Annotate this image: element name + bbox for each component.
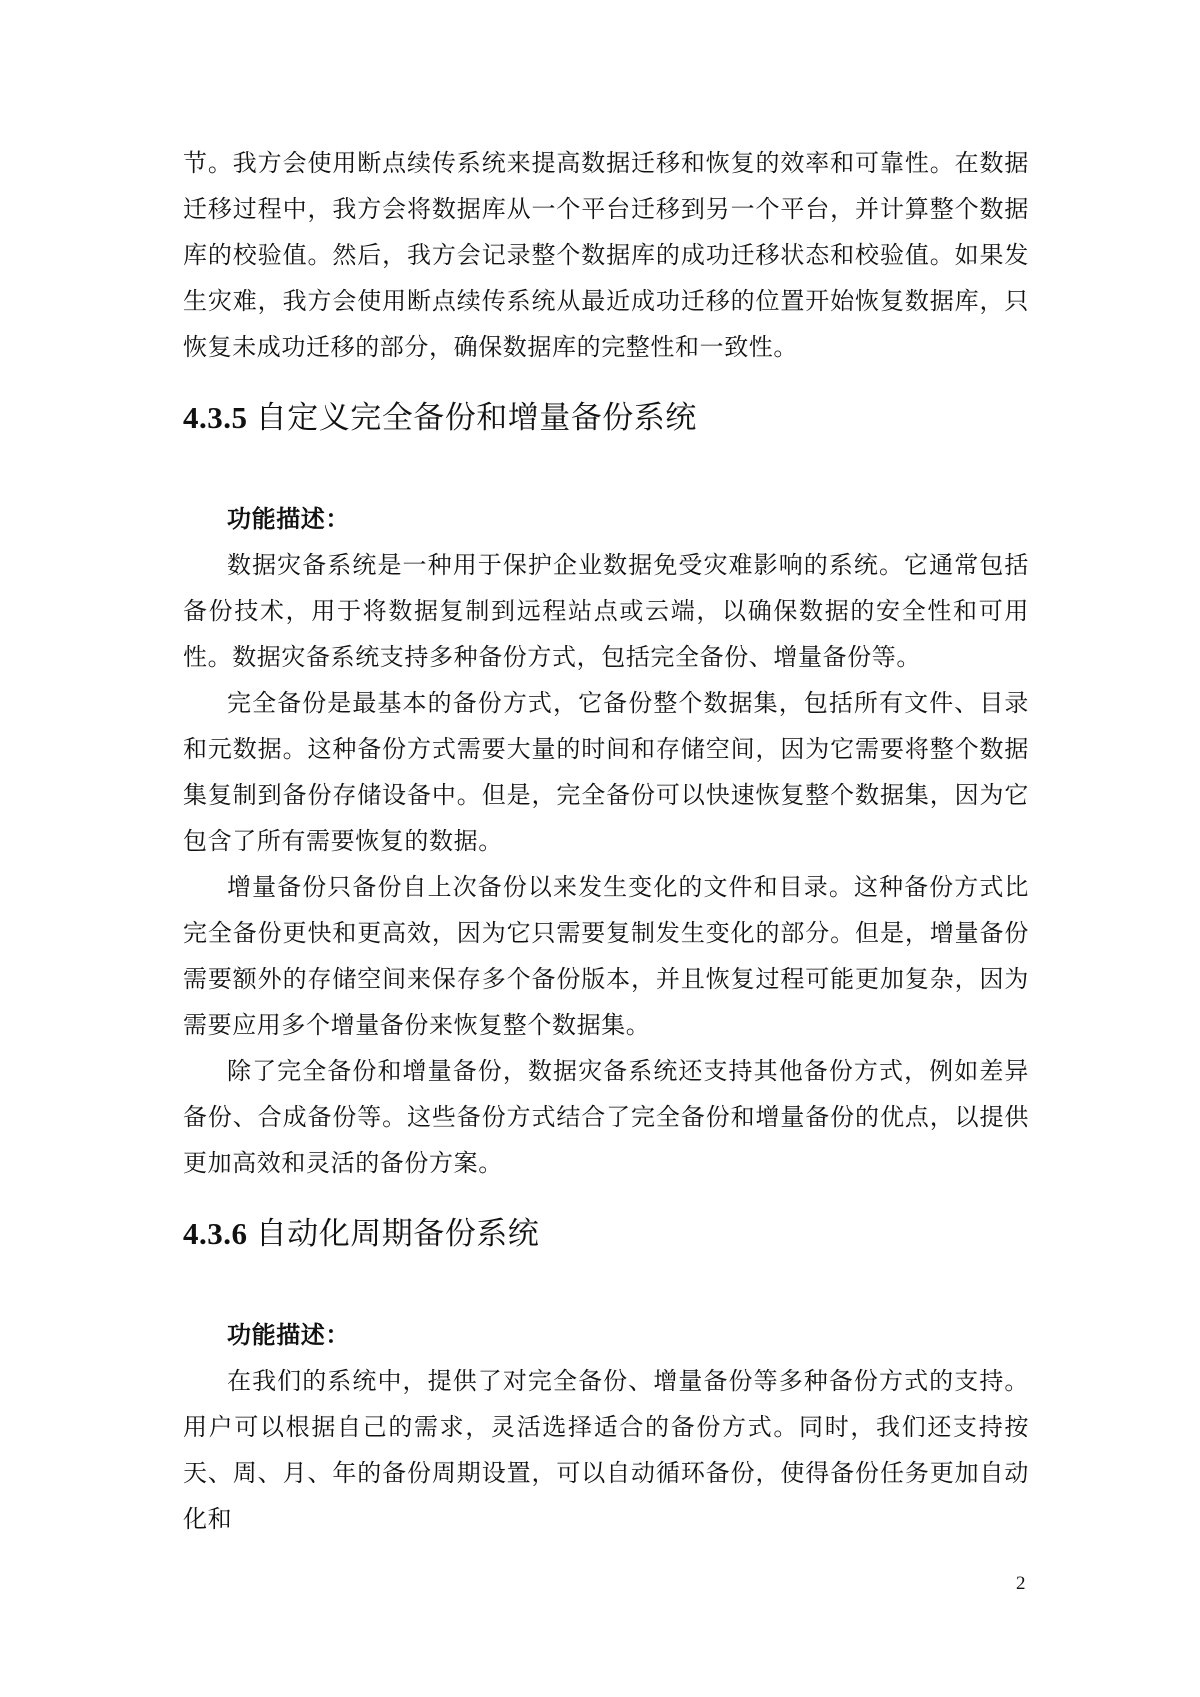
- section-number: 4.3.6: [183, 1216, 248, 1251]
- section-number: 4.3.5: [183, 400, 248, 435]
- intro-paragraph: 节。我方会使用断点续传系统来提高数据迁移和恢复的效率和可靠性。在数据迁移过程中，我方会将数据库从一个平台迁移到另一个平台，并计算整个数据库的校验值。然后，我方会记录整个数据库的成功迁移状态和校验值。如果发生灾难，我方会使用断点续传系统从最近成功迁移的位置开始恢复数据库，只恢复未成功迁移的部分，确保数据库的完整性和一致性。: [183, 149, 1029, 361]
- body-paragraph: 在我们的系统中，提供了对完全备份、增量备份等多种备份方式的支持。用户可以根据自己的需求，灵活选择适合的备份方式。同时，我们还支持按天、周、月、年的备份周期设置，可以自动循环备份，使得备份任务更加自动化和: [183, 1367, 1029, 1533]
- function-description-label: 功能描述：: [227, 504, 350, 533]
- body-paragraph: 增量备份只备份自上次备份以来发生变化的文件和目录。这种备份方式比完全备份更快和更高效，因为它只需要复制发生变化的部分。但是，增量备份需要额外的存储空间来保存多个备份版本，并且恢复过程可能更加复杂，因为需要应用多个增量备份来恢复整个数据集。: [183, 873, 1029, 1039]
- page-content: [183, 140, 1029, 1542]
- section-title: 自动化周期备份系统: [255, 1216, 540, 1251]
- body-paragraph: 数据灾备系统是一种用于保护企业数据免受灾难影响的系统。它通常包括备份技术，用于将数据复制到远程站点或云端，以确保数据的安全性和可用性。数据灾备系统支持多种备份方式，包括完全备份、增量备份等。: [183, 551, 1029, 671]
- section-title: 自定义完全备份和增量备份系统: [255, 400, 697, 435]
- section-heading-4-3-5: [183, 396, 1029, 440]
- body-paragraph: 完全备份是最基本的备份方式，它备份整个数据集，包括所有文件、目录和元数据。这种备份方式需要大量的时间和存储空间，因为它需要将整个数据集复制到备份存储设备中。但是，完全备份可以快速恢复整个数据集，因为它包含了所有需要恢复的数据。: [183, 689, 1029, 855]
- page-number: 2: [1016, 1573, 1026, 1594]
- function-description-label: 功能描述：: [227, 1320, 350, 1349]
- body-paragraph: 除了完全备份和增量备份，数据灾备系统还支持其他备份方式，例如差异备份、合成备份等。这些备份方式结合了完全备份和增量备份的优点，以提供更加高效和灵活的备份方案。: [183, 1057, 1029, 1177]
- section-heading-4-3-6: [183, 1212, 1029, 1256]
